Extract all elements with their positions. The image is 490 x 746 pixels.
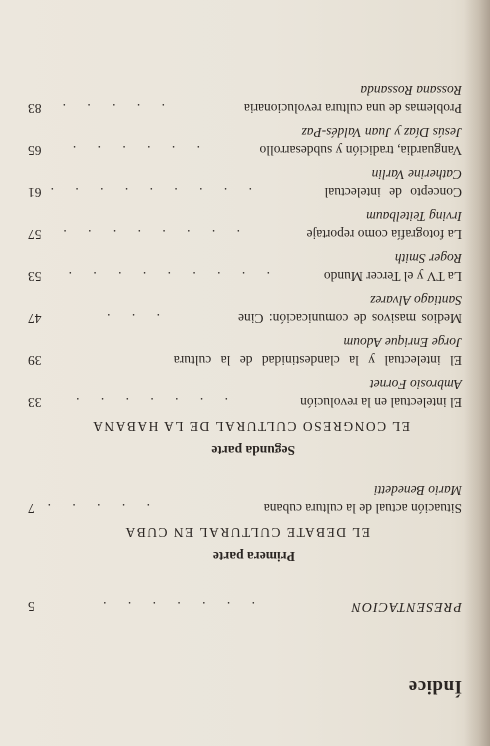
entry-author: Catherine Varlin xyxy=(371,167,462,182)
entry-author: Irving Teitelbaum xyxy=(366,209,462,224)
part2-section-title: EL CONGRESO CULTURAL DE LA HABANA xyxy=(91,419,410,434)
entry-author: Santiago Alvarez xyxy=(370,293,462,308)
entry-leader: . . . . . . . . . xyxy=(41,185,252,200)
entry-title: El intelectual en la revolución xyxy=(300,395,462,410)
part1-heading: Primera parte xyxy=(212,549,295,564)
entry-page: 65 xyxy=(28,143,42,158)
entry-page: 33 xyxy=(28,395,42,410)
entry-title: La TV y el Tercer Mundo xyxy=(323,269,462,284)
entry-title: Concepto de intelectual xyxy=(324,185,462,200)
entry-page: 61 xyxy=(28,185,42,200)
entry-leader: . . . . . . . . . xyxy=(59,269,270,284)
entry-page: 47 xyxy=(28,311,42,326)
entry-author: Roger Smith xyxy=(394,251,462,266)
entry-author: Ambrosio Fornet xyxy=(369,377,462,392)
entry-page: 39 xyxy=(28,353,42,368)
entry-author: Rossana Rossanda xyxy=(360,83,462,98)
entry-page: 53 xyxy=(28,269,42,284)
entry-title: Vanguardia, tradición y subdesarrollo xyxy=(259,143,462,158)
entry-author: Jorge Enrique Adoum xyxy=(343,335,462,350)
entry-title: Problemas de una cultura revolucionaria xyxy=(243,101,462,116)
presentation-label: PRESENTACION xyxy=(350,599,462,614)
entry-title: Situación actual de la cultura cubana xyxy=(263,501,462,516)
index-title: Índice xyxy=(408,676,462,697)
entry-title: Medios masivos de comunicación: Cine xyxy=(238,311,462,326)
entry-author: Mario Benedetti xyxy=(373,483,462,498)
presentation-page: 5 xyxy=(28,599,35,614)
entry-author: Jesús Díaz y Juan Valdés-Paz xyxy=(301,125,462,140)
entry-leader: . . . . . xyxy=(53,101,165,116)
entry-title: La fotografía como reportaje xyxy=(306,227,462,242)
entry-leader: . . . . . . . xyxy=(67,395,228,410)
entry-leader: . . . xyxy=(98,311,160,326)
entry-leader: . . . . . . xyxy=(63,143,200,158)
part2-heading: Segunda parte xyxy=(211,443,295,458)
entry-leader: . . . . . . . . xyxy=(54,227,240,242)
part1-section-title: EL DEBATE CULTURAL EN CUBA xyxy=(124,525,370,540)
entry-page: 83 xyxy=(28,101,42,116)
entry-leader: . . . . . xyxy=(38,501,150,516)
entry-page: 57 xyxy=(28,227,42,242)
entry-page: 7 xyxy=(28,501,35,516)
entry-title: El intelectual y la clandestinidad de la cultura xyxy=(173,353,462,368)
presentation-leader: . . . . . . . xyxy=(94,599,255,614)
